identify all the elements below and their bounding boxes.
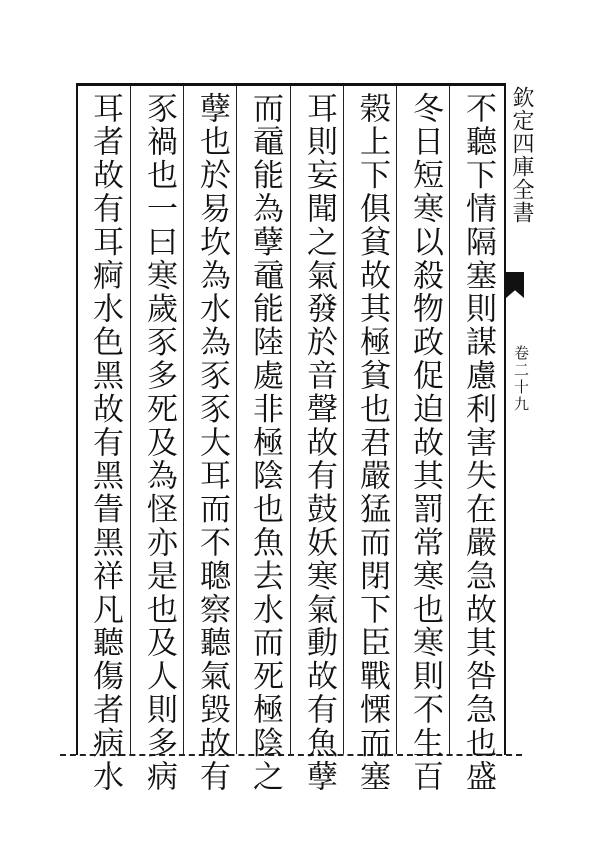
text-column-2: 冬日短寒以殺物政促迫故其罰常寒也寒則不生百 xyxy=(407,92,443,794)
fishtail-mark xyxy=(506,272,524,298)
text-column-1: 不聽下情隔塞則謀慮利害失在嚴急故其咎急也盛 xyxy=(460,92,496,794)
column-divider xyxy=(290,86,291,754)
column-divider xyxy=(130,86,131,754)
text-column-8: 耳者故有耳痾水色黑故有黑眚黑祥凡聽傷者病水 xyxy=(87,92,123,794)
text-column-5: 而黿能為孽黿能陸處非極陰也魚去水而死極陰之 xyxy=(247,92,283,794)
text-column-6: 孽也於易坎為水為豕豕大耳而不聰察聽氣毀故有 xyxy=(194,92,230,794)
text-column-3: 榖上下俱貧故其極貧也君嚴猛而閉下臣戰慄而塞 xyxy=(354,92,390,794)
margin-volume-label: 卷二十九 xyxy=(512,345,530,413)
text-column-4: 耳則妄聞之氣發於音聲故有鼓妖寒氣動故有魚孽 xyxy=(301,92,337,794)
text-column-7: 豕禍也一曰寒歲豕多死及為怪亦是也及人則多病 xyxy=(141,92,177,794)
margin-book-title: 欽定四庫全書 xyxy=(509,86,534,224)
